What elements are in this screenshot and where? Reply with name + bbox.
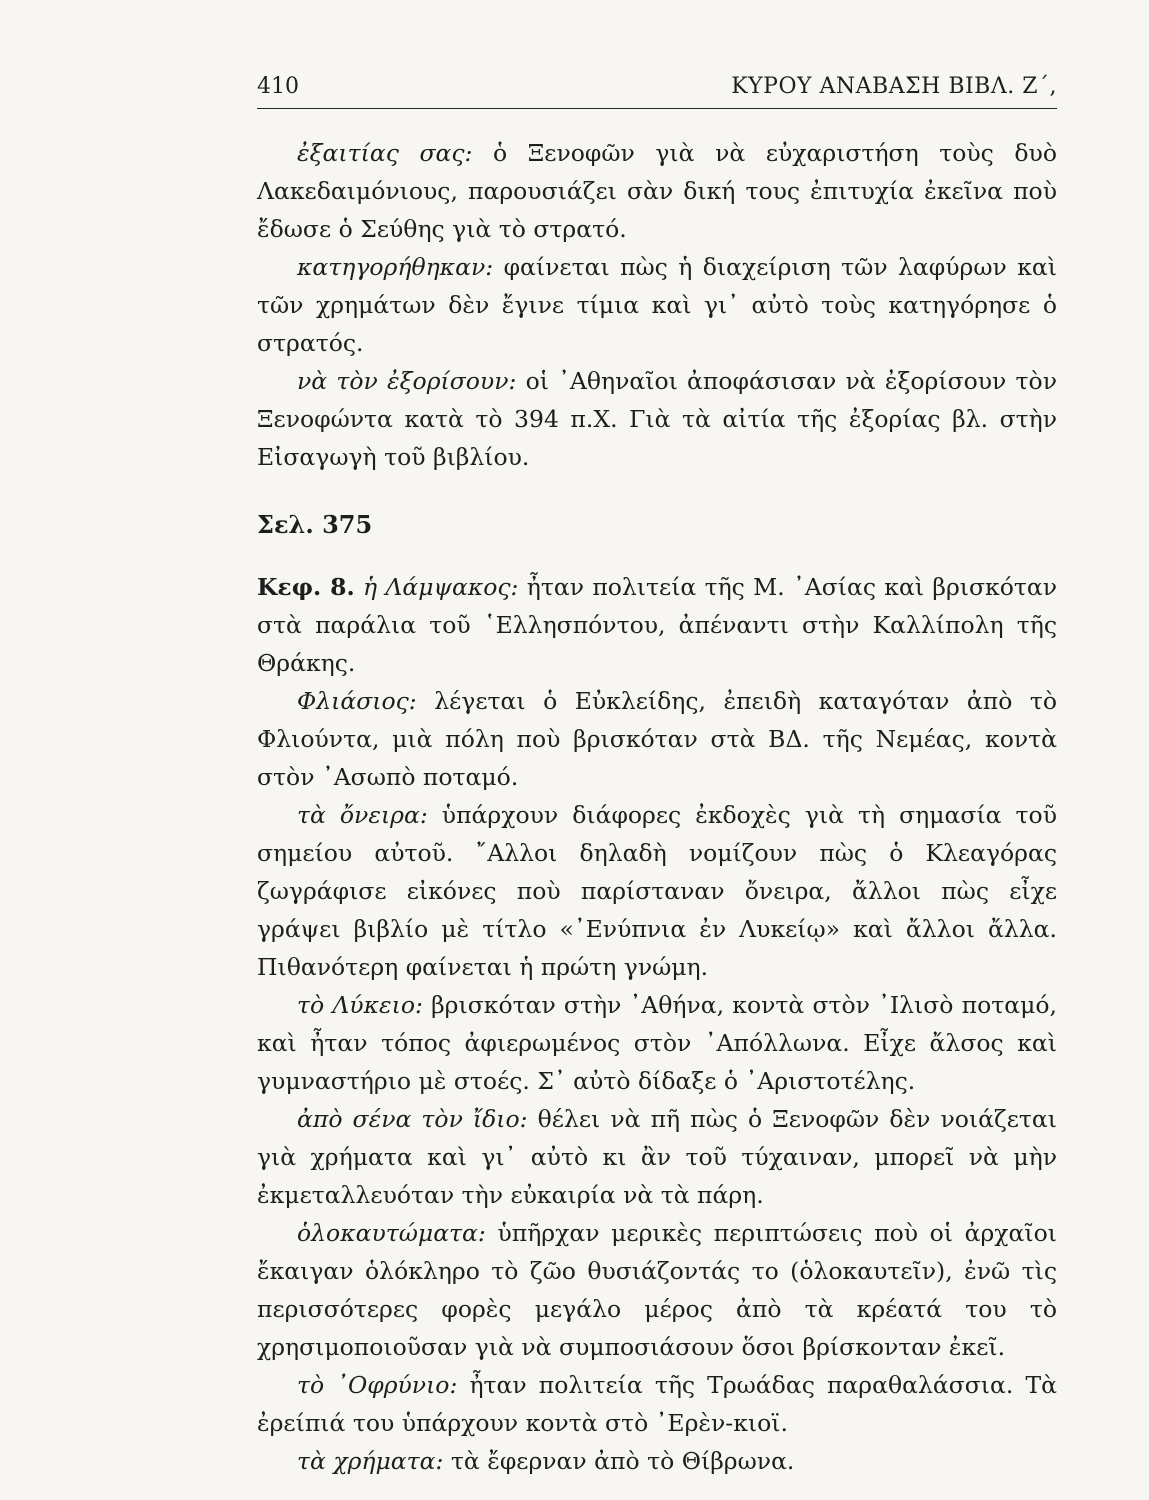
chapter-entry [257, 568, 1057, 682]
note-entry [257, 1366, 1057, 1442]
note-entry [257, 796, 1057, 986]
page-number: 410 [257, 74, 299, 99]
section-heading: Σελ. 375 [257, 510, 373, 539]
note-term: τὸ Λύκειο: [297, 991, 423, 1019]
note-term: ἐξαιτίας σας: [297, 139, 473, 167]
note-entry [257, 986, 1057, 1100]
note-entry [257, 682, 1057, 796]
note-term: ἡ Λάμψακος: [354, 573, 519, 601]
note-term: ὁλοκαυτώματα: [297, 1219, 486, 1247]
note-term: ἀπὸ σένα τὸν ἴδιο: [297, 1105, 528, 1133]
note-entry [257, 248, 1057, 362]
note-entry [257, 1442, 1057, 1480]
commentary-body [257, 134, 1057, 1480]
note-entry [257, 1100, 1057, 1214]
note-term: νὰ τὸν ἐξορίσουν: [297, 367, 517, 395]
note-entry [257, 1214, 1057, 1366]
note-term: Φλιάσιος: [297, 687, 417, 715]
note-text: ὁ Ξενοφῶν γιὰ νὰ εὐχαριστήση τοὺς δυὸ Λακεδαιμόνιους, παρουσιάζει σὰν δική τους ἐπιτυχία ἐκεῖνα ποὺ ἔδωσε ὁ Σεύθης γιὰ τὸ στρατό. [257, 139, 1057, 243]
running-head: ΚΥΡΟΥ ΑΝΑΒΑΣΗ ΒΙΒΛ. Ζ΄, [731, 74, 1057, 99]
note-text: φαίνεται πὼς ἡ διαχείριση τῶν λαφύρων καὶ τῶν χρημάτων δὲν ἔγινε τίμια καὶ γι᾽ αὐτὸ τοὺς κατηγόρησε ὁ στρατός. [257, 253, 1057, 357]
note-text: θέλει νὰ πῆ πὼς ὁ Ξενοφῶν δὲν νοιάζεται γιὰ χρήματα καὶ γι᾽ αὐτὸ κι ἂν τοῦ τύχαιναν, μπορεῖ νὰ μὴν ἐκμεταλλευόταν τὴν εὐκαιρία νὰ τὰ πάρη. [257, 1105, 1057, 1209]
note-text: ἦταν πολιτεία τῆς Τρωάδας παραθαλάσσια. Τὰ ἐρείπιά του ὑπάρχουν κοντὰ στὸ ᾽Ερὲν-κιοϊ. [257, 1371, 1057, 1437]
note-term: τὰ χρήματα: [297, 1447, 444, 1475]
note-text: βρισκόταν στὴν ᾽Αθήνα, κοντὰ στὸν ᾽Ιλισὸ ποταμό, καὶ ἦταν τόπος ἀφιερωμένος στὸν ᾽Απόλλωνα. Εἶχε ἄλσος καὶ γυμναστήριο μὲ στοές. Σ᾽ αὐτὸ δίδαξε ὁ ᾽Αριστοτέλης. [257, 991, 1057, 1095]
page-header [257, 74, 1057, 109]
note-term: τὸ ᾽Οφρύνιο: [297, 1371, 458, 1399]
note-entry [257, 134, 1057, 248]
note-term: κατηγορήθηκαν: [297, 253, 494, 281]
note-text: ὑπῆρχαν μερικὲς περιπτώσεις ποὺ οἱ ἀρχαῖοι ἔκαιγαν ὁλόκληρο τὸ ζῶο θυσιάζοντάς το (ὁλοκαυτεῖν), ἐνῶ τὶς περισσότερες φορὲς μεγάλο μέρος ἀπὸ τὰ κρέατά του τὸ χρησιμοποιοῦσαν γιὰ νὰ συμποσιάσουν ὅσοι βρίσκονταν ἐκεῖ. [257, 1219, 1057, 1361]
note-term: τὰ ὄνειρα: [297, 801, 428, 829]
chapter-label: Κεφ. 8. [257, 573, 355, 601]
note-entry [257, 362, 1057, 476]
note-text: ὑπάρχουν διάφορες ἐκδοχὲς γιὰ τὴ σημασία τοῦ σημείου αὐτοῦ. ῎Αλλοι δηλαδὴ νομίζουν πὼς ὁ Κλεαγόρας ζωγράφισε εἰκόνες ποὺ παρίσταναν ὄνειρα, ἄλλοι πὼς εἶχε γράψει βιβλίο μὲ τίτλο «᾽Ενύπνια ἐν Λυκείῳ» καὶ ἄλλοι ἄλλα. Πιθανότερη φαίνεται ἡ πρώτη γνώμη. [257, 801, 1057, 981]
note-text: λέγεται ὁ Εὐκλείδης, ἐπειδὴ καταγόταν ἀπὸ τὸ Φλιούντα, μιὰ πόλη ποὺ βρισκόταν στὰ ΒΔ. τῆς Νεμέας, κοντὰ στὸν ᾽Ασωπὸ ποταμό. [257, 687, 1057, 791]
note-text: οἱ ᾽Αθηναῖοι ἀποφάσισαν νὰ ἐξορίσουν τὸν Ξενοφώντα κατὰ τὸ 394 π.Χ. Γιὰ τὰ αἰτία τῆς ἐξορίας βλ. στὴν Εἰσαγωγὴ τοῦ βιβλίου. [257, 367, 1057, 471]
note-text: τὰ ἔφερναν ἀπὸ τὸ Θίβρωνα. [443, 1447, 795, 1475]
note-text: ἦταν πολιτεία τῆς Μ. ᾽Ασίας καὶ βρισκόταν στὰ παράλια τοῦ ῾Ελλησπόντου, ἀπέναντι στὴν Καλλίπολη τῆς Θράκης. [257, 573, 1058, 677]
